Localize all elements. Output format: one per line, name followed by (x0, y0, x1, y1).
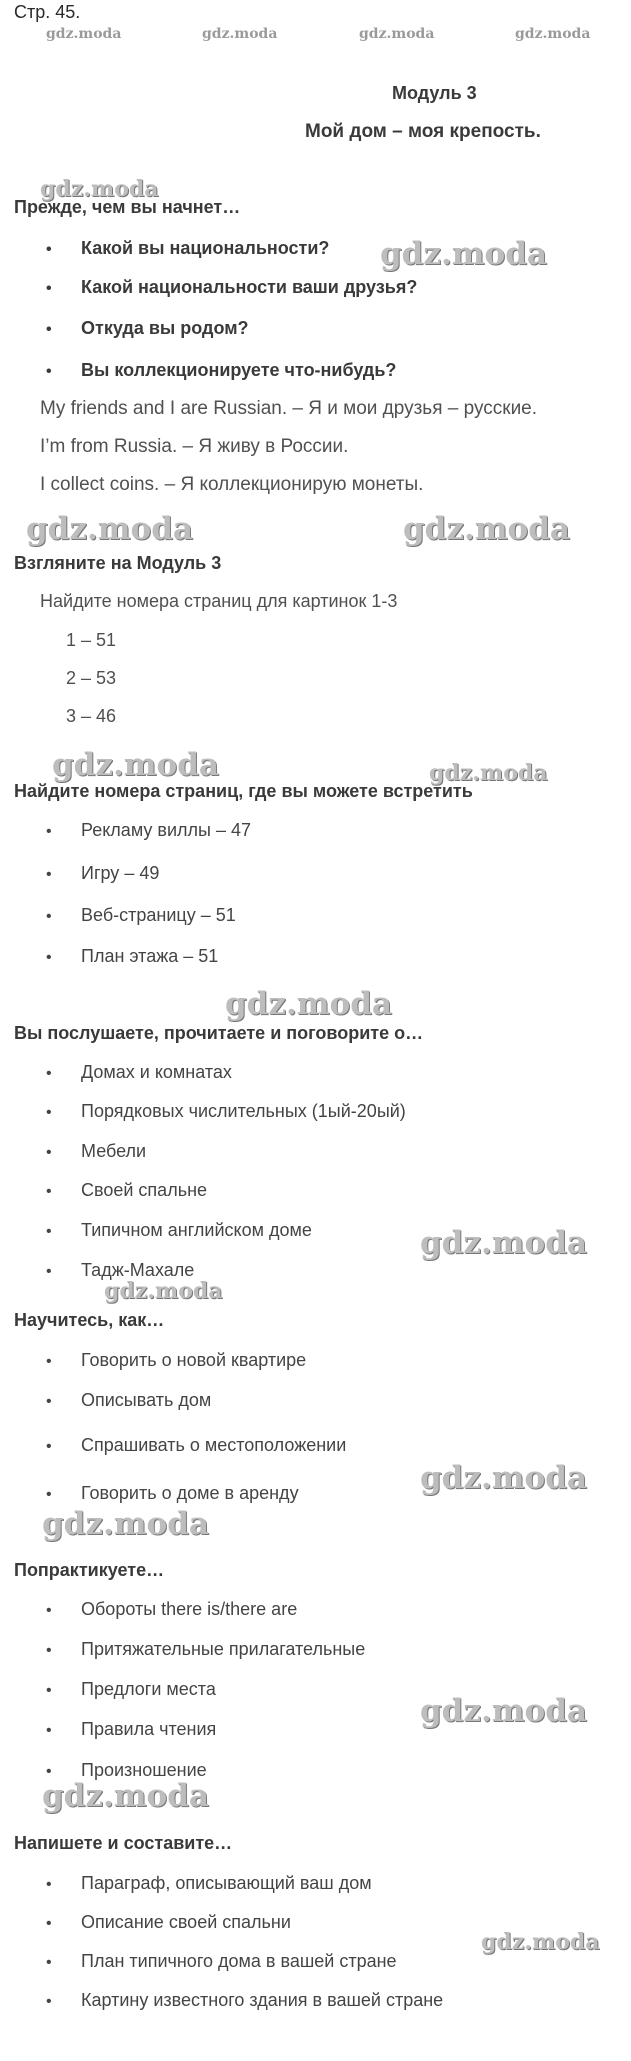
answer-text: I collect coins. – Я коллекционирую монеты. (40, 474, 424, 495)
bullet: • (46, 1438, 52, 1455)
bullet: • (46, 1763, 52, 1780)
list-item (46, 905, 236, 926)
list-item (46, 1350, 306, 1371)
list-item-text: Рекламу виллы – 47 (81, 820, 251, 840)
bullet: • (46, 1353, 52, 1370)
bullet: • (46, 1104, 52, 1121)
bullet: • (46, 1993, 52, 2010)
list-item (46, 1220, 312, 1241)
bullet: • (46, 1183, 52, 1200)
bullet: • (46, 1602, 52, 1619)
list-item-text: Откуда вы родом? (81, 318, 249, 338)
watermark: gdz.moda (429, 760, 548, 786)
list-item-text: Говорить о новой квартире (81, 1350, 307, 1370)
list-item (46, 318, 249, 339)
bullet: • (46, 363, 52, 380)
list-item-text: Притяжательные прилагательные (81, 1639, 366, 1659)
watermark: gdz.moda (481, 1929, 600, 1955)
section-heading: Взгляните на Модуль 3 (14, 553, 222, 573)
list-item (46, 1483, 299, 1504)
list-item (46, 277, 417, 298)
watermark: gdz.moda (40, 176, 159, 202)
watermark: gdz.moda (420, 1460, 587, 1496)
list-item-text: Порядковых числительных (1ый-20ый) (81, 1101, 406, 1121)
list-item (46, 1599, 297, 1620)
bullet: • (46, 1393, 52, 1410)
list-item-text: Предлоги места (81, 1679, 216, 1699)
list-item (46, 1990, 443, 2011)
list-item-text: План этажа – 51 (81, 946, 219, 966)
list-item (46, 820, 251, 841)
bullet: • (46, 949, 52, 966)
answer-text: I’m from Russia. – Я живу в России. (40, 436, 349, 457)
section-heading: Вы послушаете, прочитаете и поговорите о… (14, 1023, 424, 1043)
list-item-text: Тадж-Махале (81, 1260, 195, 1280)
list-item-text: Описывать дом (81, 1390, 212, 1410)
list-item (46, 863, 159, 884)
module-number: Модуль 3 (392, 83, 477, 103)
list-item-text: Какой национальности ваши друзья? (81, 277, 418, 297)
list-item (46, 946, 218, 967)
list-item (46, 1912, 291, 1933)
watermark: gdz.moda (359, 26, 435, 42)
list-item-text: Картину известного здания в вашей стране (81, 1990, 444, 2010)
list-item-text: Вы коллекционируете что-нибудь? (81, 360, 397, 380)
answer-text: 1 – 51 (66, 630, 117, 650)
list-item (46, 238, 329, 259)
section-heading: Попрактикуете… (14, 1560, 165, 1580)
answer-text: 3 – 46 (66, 706, 117, 726)
answer-text: My friends and I are Russian. – Я и мои друзья – русские. (40, 398, 538, 419)
bullet: • (46, 241, 52, 258)
list-item-text: Какой вы национальности? (81, 238, 330, 258)
bullet: • (46, 908, 52, 925)
section-heading: Научитесь, как… (14, 1310, 165, 1330)
watermark: gdz.moda (42, 1778, 209, 1814)
list-item-text: Обороты there is/there are (81, 1599, 298, 1619)
bullet: • (46, 1722, 52, 1739)
instruction-text: Найдите номера страниц для картинок 1-3 (40, 591, 398, 611)
bullet: • (46, 1486, 52, 1503)
list-item (46, 1062, 232, 1083)
watermark: gdz.moda (52, 747, 219, 783)
bullet: • (46, 1065, 52, 1082)
answer-text: 2 – 53 (66, 668, 117, 688)
list-item (46, 1679, 216, 1700)
watermark: gdz.moda (225, 986, 392, 1022)
list-item-text: Своей спальне (81, 1180, 208, 1200)
list-item-text: Мебели (81, 1141, 147, 1161)
list-item (46, 1141, 146, 1162)
bullet: • (46, 1642, 52, 1659)
watermark: gdz.moda (420, 1225, 587, 1261)
module-title: Мой дом – моя крепость. (305, 121, 541, 142)
list-item (46, 1719, 216, 1740)
bullet: • (46, 280, 52, 297)
list-item-text: Спрашивать о местоположении (81, 1435, 347, 1455)
list-item-text: Веб-страницу – 51 (81, 905, 236, 925)
list-item (46, 1639, 365, 1660)
watermark: gdz.moda (46, 26, 122, 42)
list-item (46, 1260, 194, 1281)
bullet: • (46, 321, 52, 338)
list-item (46, 360, 396, 381)
list-item (46, 1873, 372, 1894)
list-item (46, 1101, 406, 1122)
list-item-text: Произношение (81, 1760, 207, 1780)
bullet: • (46, 1223, 52, 1240)
section-heading: Прежде, чем вы начнет… (14, 197, 241, 217)
bullet: • (46, 1263, 52, 1280)
watermark: gdz.moda (202, 26, 278, 42)
list-item-text: Домах и комнатах (81, 1062, 232, 1082)
watermark: gdz.moda (403, 511, 570, 547)
list-item (46, 1435, 346, 1456)
list-item (46, 1951, 397, 1972)
list-item (46, 1390, 211, 1411)
watermark: gdz.moda (104, 1278, 223, 1304)
bullet: • (46, 1682, 52, 1699)
section-heading: Найдите номера страниц, где вы можете встретить (14, 781, 473, 801)
list-item-text: План типичного дома в вашей стране (81, 1951, 397, 1971)
list-item (46, 1760, 207, 1781)
bullet: • (46, 1876, 52, 1893)
bullet: • (46, 866, 52, 883)
list-item-text: Игру – 49 (81, 863, 160, 883)
bullet: • (46, 1144, 52, 1161)
watermark: gdz.moda (42, 1506, 209, 1542)
watermark: gdz.moda (26, 511, 193, 547)
list-item-text: Типичном английском доме (81, 1220, 312, 1240)
list-item (46, 1180, 207, 1201)
bullet: • (46, 1954, 52, 1971)
list-item-text: Параграф, описывающий ваш дом (81, 1873, 372, 1893)
watermark: gdz.moda (380, 236, 547, 272)
section-heading: Напишете и составите… (14, 1833, 233, 1853)
list-item-text: Говорить о доме в аренду (81, 1483, 299, 1503)
bullet: • (46, 823, 52, 840)
watermark: gdz.moda (420, 1693, 587, 1729)
list-item-text: Описание своей спальни (81, 1912, 291, 1932)
watermark: gdz.moda (515, 26, 591, 42)
bullet: • (46, 1915, 52, 1932)
page-number: Стр. 45. (14, 2, 81, 22)
list-item-text: Правила чтения (81, 1719, 217, 1739)
